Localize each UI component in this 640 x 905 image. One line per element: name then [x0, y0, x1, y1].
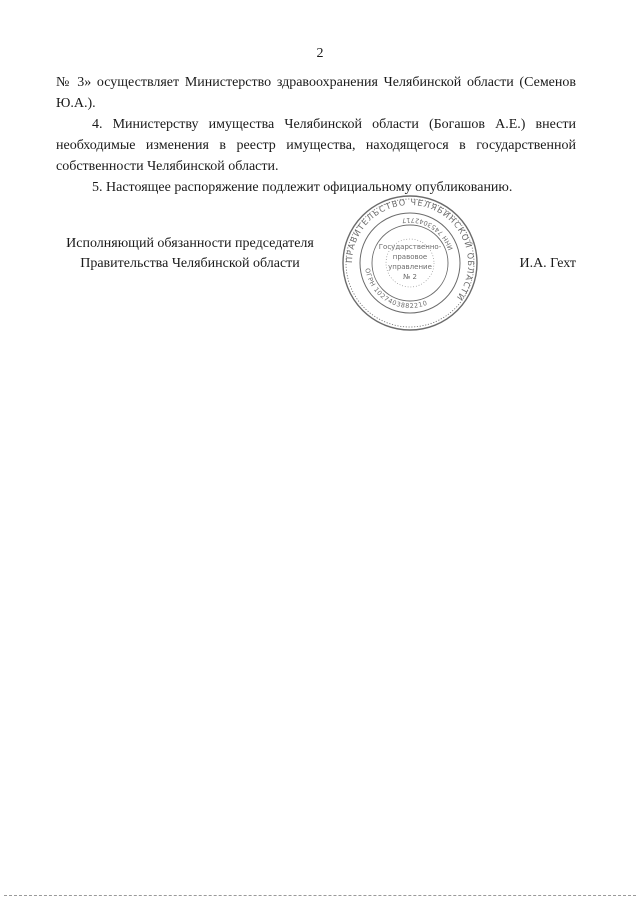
- svg-text:Государственно-: Государственно-: [378, 243, 442, 251]
- official-seal-graphic: [340, 193, 480, 333]
- paragraph-4-property-registry: 4. Министерству имущества Челябинской области (Богашов А.Е.) внести необходимые изменения в реестр имущества, находящегося в государственной собственности Челябинской области.: [56, 117, 576, 174]
- svg-text:управление: управление: [388, 263, 432, 271]
- svg-text:ИНН 7453042717: ИНН 7453042717: [400, 215, 455, 252]
- svg-text:ОГРН 1027403882210: ОГРН 1027403882210: [363, 267, 429, 311]
- svg-text:№ 2: № 2: [403, 273, 417, 281]
- svg-text:правовое: правовое: [392, 253, 428, 261]
- signatory-title-line-2: Правительства Челябинской области: [80, 256, 300, 271]
- paragraph-ministry-health: № 3» осуществляет Министерство здравоохранения Челябинской области (Семенов Ю.А.).: [56, 75, 576, 111]
- document-body: [56, 72, 576, 198]
- official-seal: [340, 193, 480, 333]
- page-number: 2: [316, 46, 324, 61]
- signatory-name: И.А. Гехт: [519, 256, 576, 271]
- svg-text:ПРАВИТЕЛЬСТВО ЧЕЛЯБИНСКОЙ ОБЛА: ПРАВИТЕЛЬСТВО ЧЕЛЯБИНСКОЙ ОБЛАСТИ: [343, 196, 477, 304]
- scan-bottom-edge: [4, 895, 636, 896]
- signatory-title: [56, 234, 324, 274]
- signatory-title-line-1: Исполняющий обязанности председателя: [66, 236, 314, 251]
- paragraph-5-publication: 5. Настоящее распоряжение подлежит официальному опубликованию.: [92, 180, 513, 195]
